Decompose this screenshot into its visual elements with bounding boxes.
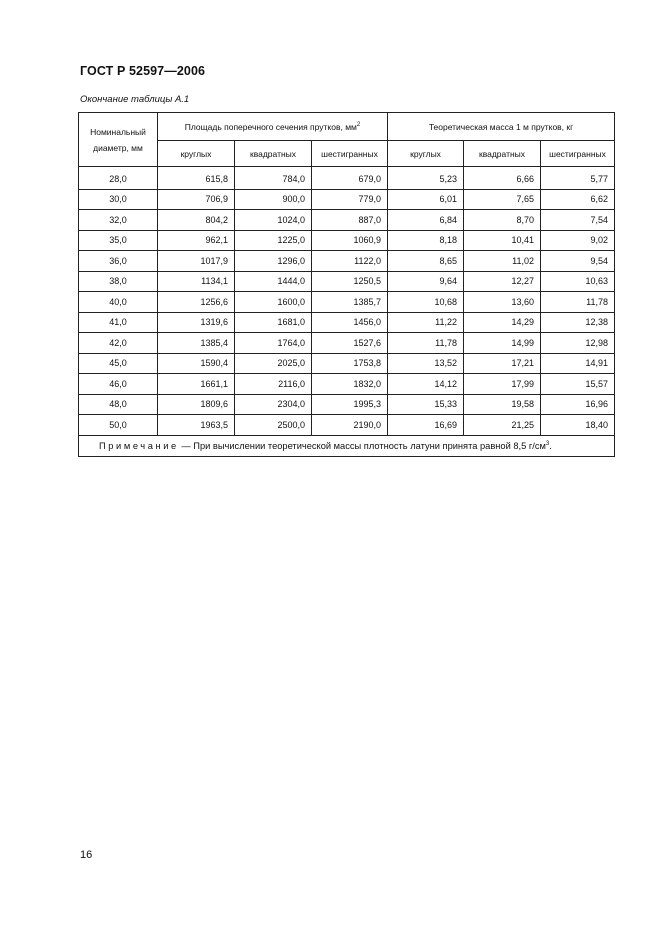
diameter-cell: 46,0 <box>79 374 158 395</box>
value-cell: 9,54 <box>541 251 615 272</box>
value-cell: 9,64 <box>388 271 464 292</box>
value-cell: 14,91 <box>541 353 615 374</box>
value-cell: 779,0 <box>312 189 388 210</box>
value-cell: 1385,4 <box>158 333 235 354</box>
table-row <box>79 312 615 333</box>
value-cell: 8,65 <box>388 251 464 272</box>
table-caption: Окончание таблицы А.1 <box>80 94 190 105</box>
diameter-cell: 50,0 <box>79 415 158 436</box>
value-cell: 784,0 <box>235 167 312 190</box>
diameter-cell: 42,0 <box>79 333 158 354</box>
value-cell: 1764,0 <box>235 333 312 354</box>
value-cell: 6,84 <box>388 210 464 231</box>
table-row <box>79 189 615 210</box>
value-cell: 10,63 <box>541 271 615 292</box>
value-cell: 5,77 <box>541 167 615 190</box>
value-cell: 1024,0 <box>235 210 312 231</box>
value-cell: 7,65 <box>464 189 541 210</box>
value-cell: 1832,0 <box>312 374 388 395</box>
value-cell: 615,8 <box>158 167 235 190</box>
value-cell: 18,40 <box>541 415 615 436</box>
value-cell: 1256,6 <box>158 292 235 313</box>
value-cell: 12,27 <box>464 271 541 292</box>
table-row <box>79 210 615 231</box>
table-row <box>79 167 615 190</box>
diameter-cell: 41,0 <box>79 312 158 333</box>
value-cell: 9,02 <box>541 230 615 251</box>
value-cell: 2116,0 <box>235 374 312 395</box>
value-cell: 1250,5 <box>312 271 388 292</box>
table-row <box>79 230 615 251</box>
data-table <box>78 112 615 457</box>
value-cell: 2190,0 <box>312 415 388 436</box>
value-cell: 1319,6 <box>158 312 235 333</box>
value-cell: 1963,5 <box>158 415 235 436</box>
value-cell: 1809,6 <box>158 394 235 415</box>
page-number: 16 <box>80 849 93 861</box>
sub-header-cell: круглых <box>158 141 235 167</box>
value-cell: 1060,9 <box>312 230 388 251</box>
value-cell: 900,0 <box>235 189 312 210</box>
value-cell: 10,68 <box>388 292 464 313</box>
document-code: ГОСТ Р 52597—2006 <box>80 64 206 78</box>
value-cell: 11,78 <box>541 292 615 313</box>
value-cell: 679,0 <box>312 167 388 190</box>
value-cell: 15,57 <box>541 374 615 395</box>
value-cell: 804,2 <box>158 210 235 231</box>
value-cell: 1122,0 <box>312 251 388 272</box>
value-cell: 7,54 <box>541 210 615 231</box>
value-cell: 2500,0 <box>235 415 312 436</box>
value-cell: 1600,0 <box>235 292 312 313</box>
table-note: Примечание — При вычислении теоретической массы плотность латуни принята равной 8,5 $г/см^3$. <box>79 435 615 456</box>
value-cell: 12,38 <box>541 312 615 333</box>
value-cell: 2025,0 <box>235 353 312 374</box>
value-cell: 19,58 <box>464 394 541 415</box>
diameter-cell: 45,0 <box>79 353 158 374</box>
group-header-mass: Теоретическая масса 1 м прутков, кг <box>388 113 615 141</box>
table-row <box>79 292 615 313</box>
value-cell: 706,9 <box>158 189 235 210</box>
value-cell: 6,62 <box>541 189 615 210</box>
sub-header-cell: квадратных <box>464 141 541 167</box>
sub-header-cell: шестигранных <box>541 141 615 167</box>
value-cell: 21,25 <box>464 415 541 436</box>
table-row <box>79 415 615 436</box>
value-cell: 1681,0 <box>235 312 312 333</box>
diameter-cell: 36,0 <box>79 251 158 272</box>
value-cell: 887,0 <box>312 210 388 231</box>
value-cell: 14,12 <box>388 374 464 395</box>
value-cell: 6,66 <box>464 167 541 190</box>
sub-header-cell: квадратных <box>235 141 312 167</box>
diameter-cell: 30,0 <box>79 189 158 210</box>
table-row <box>79 271 615 292</box>
sub-header-cell: шестигранных <box>312 141 388 167</box>
value-cell: 1134,1 <box>158 271 235 292</box>
value-cell: 17,99 <box>464 374 541 395</box>
value-cell: 13,52 <box>388 353 464 374</box>
value-cell: 5,23 <box>388 167 464 190</box>
value-cell: 15,33 <box>388 394 464 415</box>
value-cell: 12,98 <box>541 333 615 354</box>
value-cell: 8,70 <box>464 210 541 231</box>
value-cell: 1444,0 <box>235 271 312 292</box>
value-cell: 16,69 <box>388 415 464 436</box>
value-cell: 1296,0 <box>235 251 312 272</box>
value-cell: 8,18 <box>388 230 464 251</box>
table-row <box>79 333 615 354</box>
value-cell: 1225,0 <box>235 230 312 251</box>
value-cell: 14,29 <box>464 312 541 333</box>
value-cell: 11,02 <box>464 251 541 272</box>
diameter-cell: 35,0 <box>79 230 158 251</box>
value-cell: 1527,6 <box>312 333 388 354</box>
value-cell: 14,99 <box>464 333 541 354</box>
table-row <box>79 374 615 395</box>
value-cell: 10,41 <box>464 230 541 251</box>
table-row <box>79 353 615 374</box>
stub-header: Номинальный диаметр, мм <box>79 113 158 167</box>
value-cell: 11,78 <box>388 333 464 354</box>
sub-header-cell: круглых <box>388 141 464 167</box>
table-row <box>79 251 615 272</box>
value-cell: 1753,8 <box>312 353 388 374</box>
value-cell: 1590,4 <box>158 353 235 374</box>
value-cell: 1661,1 <box>158 374 235 395</box>
group-header-area: Площадь поперечного сечения прутков, $мм^2$ <box>158 113 388 141</box>
diameter-cell: 38,0 <box>79 271 158 292</box>
value-cell: 1456,0 <box>312 312 388 333</box>
value-cell: 1017,9 <box>158 251 235 272</box>
diameter-cell: 28,0 <box>79 167 158 190</box>
value-cell: 17,21 <box>464 353 541 374</box>
diameter-cell: 48,0 <box>79 394 158 415</box>
value-cell: 2304,0 <box>235 394 312 415</box>
value-cell: 11,22 <box>388 312 464 333</box>
value-cell: 16,96 <box>541 394 615 415</box>
diameter-cell: 40,0 <box>79 292 158 313</box>
value-cell: 6,01 <box>388 189 464 210</box>
diameter-cell: 32,0 <box>79 210 158 231</box>
value-cell: 1385,7 <box>312 292 388 313</box>
value-cell: 962,1 <box>158 230 235 251</box>
value-cell: 13,60 <box>464 292 541 313</box>
value-cell: 1995,3 <box>312 394 388 415</box>
table-row <box>79 394 615 415</box>
